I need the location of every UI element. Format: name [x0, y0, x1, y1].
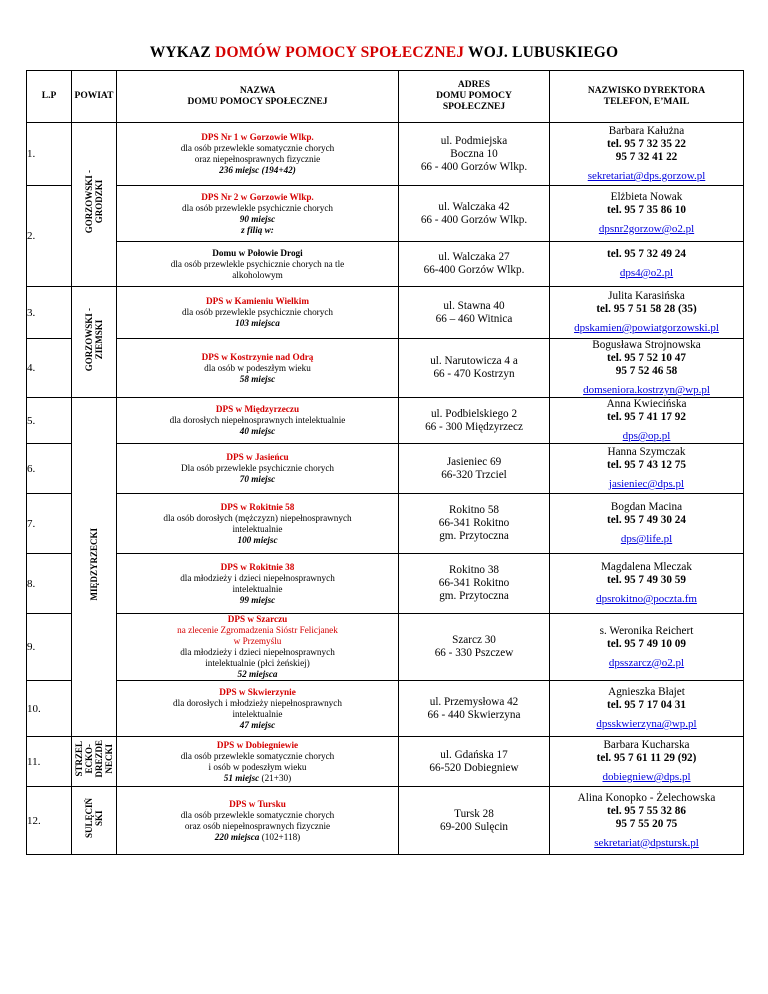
dps-address: Rokitno 58 66-341 Rokitno gm. Przytoczna — [399, 494, 550, 554]
table-row — [27, 494, 744, 554]
director-email-link[interactable]: sekretariat@dps.gorzow.pl — [587, 170, 706, 182]
dps-director-cell — [550, 444, 744, 494]
dps-name: DPS w Skwierzynie — [219, 686, 296, 697]
dps-description: dla osób przewlekle psychicznie chorych — [181, 307, 334, 317]
dps-description: dla dorosłych niepełnosprawnych intelektualnie — [169, 415, 346, 425]
row-number: 10. — [27, 681, 72, 737]
dps-address: ul. Narutowicza 4 a 66 - 470 Kostrzyn — [399, 339, 550, 398]
dps-name-cell — [117, 737, 399, 787]
dps-description: dla osób przewlekle somatycznie chorych i osób w podeszłym wieku — [180, 750, 335, 772]
director-name: Elżbieta Nowak — [610, 191, 683, 203]
director-phone: tel. 95 7 51 58 28 (35) — [596, 303, 697, 315]
powiat-label: MIĘDZYRZECKI — [89, 528, 99, 601]
row-number: 6. — [27, 444, 72, 494]
dps-address: ul. Walczaka 27 66-400 Gorzów Wlkp. — [399, 242, 550, 287]
dps-description: dla osób w podeszłym wieku — [204, 362, 311, 373]
header-dyrektor: NAZWISKO DYREKTORA TELEFON, E’MAIL — [550, 71, 744, 123]
director-email-link[interactable]: domseniora.kostrzyn@wp.pl — [583, 384, 710, 396]
dps-capacity: 220 miejsca (102+118) — [214, 831, 301, 842]
dps-name-cell — [117, 339, 399, 398]
table-row — [27, 398, 744, 444]
dps-description: dla osób przewlekle somatycznie chorych oraz niepełnosprawnych fizycznie — [180, 143, 335, 164]
table-row — [27, 242, 744, 287]
director-email-link[interactable]: dps4@o2.pl — [619, 267, 674, 279]
row-number: 2. — [27, 186, 72, 287]
header-powiat: POWIAT — [72, 71, 117, 123]
powiat-cell — [72, 398, 117, 737]
powiat-label: SULĘCIŃ SKI — [84, 797, 104, 838]
powiat-label: GORZOWSKI - GRODZKI — [84, 170, 104, 234]
dps-operator: na zlecenie Zgromadzenia Sióstr Felicjanek w Przemyślu — [177, 625, 338, 646]
row-number: 5. — [27, 398, 72, 444]
director-name: Magdalena Mleczak — [600, 561, 692, 573]
dps-address: Jasieniec 69 66-320 Trzciel — [399, 444, 550, 494]
powiat-cell — [72, 287, 117, 398]
dps-capacity: 99 miejsc — [239, 594, 276, 605]
dps-address: Szarcz 30 66 - 330 Pszczew — [399, 614, 550, 681]
dps-name-cell — [117, 242, 399, 287]
director-phone: tel. 95 7 17 04 31 — [607, 699, 686, 711]
director-name: Barbara Kucharska — [603, 739, 690, 751]
header-adres: ADRES DOMU POMOCY SPOŁECZNEJ — [399, 71, 550, 123]
dps-description: dla osób dorosłych (mężczyzn) niepełnosprawnych intelektualnie — [163, 512, 352, 534]
director-phone: tel. 95 7 32 49 24 — [607, 248, 686, 260]
row-number: 3. — [27, 287, 72, 339]
dps-name: DPS w Tursku — [229, 798, 286, 809]
dps-director-cell — [550, 398, 744, 444]
dps-capacity: 70 miejsc — [239, 474, 276, 484]
dps-director-cell — [550, 186, 744, 242]
dps-name: DPS w Jasieńcu — [226, 452, 289, 462]
dps-capacity: 100 miejsc — [237, 534, 278, 545]
dps-director-cell — [550, 123, 744, 186]
dps-capacity: 52 miejsca — [237, 669, 278, 679]
dps-director-cell — [550, 287, 744, 339]
header-lp: L.P — [27, 71, 72, 123]
dps-table — [26, 70, 744, 855]
director-phone: tel. 95 7 49 10 09 — [607, 637, 686, 650]
dps-name-cell — [117, 787, 399, 855]
dps-description: Dla osób przewlekle psychicznie chorych — [180, 463, 335, 473]
table-row — [27, 287, 744, 339]
dps-address: ul. Walczaka 42 66 - 400 Gorzów Wlkp. — [399, 186, 550, 242]
row-number: 9. — [27, 614, 72, 681]
dps-name-cell — [117, 123, 399, 186]
dps-address: ul. Stawna 40 66 – 460 Witnica — [399, 287, 550, 339]
dps-name-cell — [117, 444, 399, 494]
dps-address: Tursk 28 69-200 Sulęcin — [399, 787, 550, 855]
dps-address: ul. Podbielskiego 2 66 - 300 Międzyrzecz — [399, 398, 550, 444]
dps-name: DPS w Rokitnie 58 — [220, 501, 295, 512]
powiat-label: STRZEL ECKO- DREZDE NECKI — [74, 740, 114, 778]
dps-director-cell — [550, 339, 744, 398]
director-email-link[interactable]: dpsnr2gorzow@o2.pl — [598, 223, 695, 235]
dps-capacity: 236 miejsc (194+42) — [219, 165, 296, 175]
table-row — [27, 614, 744, 681]
dps-director-cell — [550, 737, 744, 787]
director-email-link[interactable]: dpsszarcz@o2.pl — [608, 656, 685, 669]
dps-name: DPS w Kostrzynie nad Odrą — [201, 351, 314, 362]
director-phone: tel. 95 7 49 30 24 — [607, 514, 686, 526]
director-name: Julita Karasińska — [608, 290, 685, 302]
powiat-label: GORZOWSKI - ZIEMSKI — [84, 307, 104, 372]
row-number: 7. — [27, 494, 72, 554]
director-phone: tel. 95 7 49 30 59 — [607, 574, 686, 586]
director-phone: tel. 95 7 32 35 22 95 7 32 41 22 — [607, 138, 686, 163]
dps-address: ul. Przemysłowa 42 66 - 440 Skwierzyna — [399, 681, 550, 737]
director-email-link[interactable]: dpsskwierzyna@wp.pl — [596, 718, 697, 730]
table-header-row — [27, 71, 744, 123]
dps-description: dla dorosłych i młodzieży niepełnosprawnych intelektualnie — [173, 697, 342, 719]
dps-name-cell — [117, 494, 399, 554]
director-email-link[interactable]: jasieniec@dps.pl — [608, 478, 685, 490]
director-phone: tel. 95 7 61 11 29 (92) — [596, 752, 697, 764]
dps-name-cell — [117, 614, 399, 681]
dps-name-cell — [117, 186, 399, 242]
dps-director-cell — [550, 242, 744, 287]
table-row — [27, 444, 744, 494]
director-phone: tel. 95 7 35 86 10 — [607, 204, 686, 216]
director-phone: tel. 95 7 41 17 92 — [607, 411, 686, 423]
row-number: 4. — [27, 339, 72, 398]
director-phone: tel. 95 7 43 12 75 — [607, 459, 686, 471]
director-email-link[interactable]: sekretariat@dpstursk.pl — [594, 836, 699, 849]
dps-capacity: 90 miejsc z filią w: — [239, 213, 276, 235]
dps-name: DPS Nr 1 w Gorzowie Wlkp. — [201, 132, 314, 142]
powiat-cell — [72, 787, 117, 855]
dps-director-cell — [550, 787, 744, 855]
director-email-link[interactable]: dps@op.pl — [622, 430, 671, 442]
director-email-link[interactable]: dps@life.pl — [620, 533, 673, 545]
table-row — [27, 737, 744, 787]
director-name: Anna Kwiecińska — [606, 398, 687, 410]
dps-name: DPS w Dobiegniewie — [216, 739, 299, 750]
dps-name: DPS w Rokitnie 38 — [220, 561, 295, 572]
row-number: 12. — [27, 787, 72, 855]
row-number: 1. — [27, 123, 72, 186]
director-phone: tel. 95 7 52 10 47 95 7 52 46 58 — [607, 352, 686, 377]
director-email-link[interactable]: dpskamien@powiatgorzowski.pl — [574, 322, 719, 334]
table-row — [27, 681, 744, 737]
dps-name-cell — [117, 398, 399, 444]
dps-capacity-detail: (21+30) — [259, 772, 292, 783]
dps-capacity: 58 miejsc — [239, 373, 276, 384]
director-name: Hanna Szymczak — [607, 446, 686, 458]
dps-capacity: 51 miejsc (21+30) — [223, 772, 292, 783]
dps-capacity: 103 miejsca — [235, 318, 280, 328]
page-title: WYKAZ DOMÓW POMOCY SPOŁECZNEJ WOJ. LUBUSKIEGO — [149, 44, 619, 61]
powiat-cell — [72, 737, 117, 787]
director-name: Bogdan Macina — [610, 501, 683, 513]
director-phone: tel. 95 7 55 32 86 95 7 55 20 75 — [607, 804, 686, 830]
row-number: 11. — [27, 737, 72, 787]
dps-description: dla młodzieży i dzieci niepełnosprawnych intelektualnie (płci żeńskiej) — [180, 647, 335, 668]
dps-capacity-detail: (102+118) — [259, 831, 301, 842]
director-name: Barbara Kałużna — [608, 125, 685, 137]
dps-name-cell — [117, 287, 399, 339]
dps-description: dla młodzieży i dzieci niepełnosprawnych intelektualnie — [180, 572, 335, 594]
powiat-cell — [72, 123, 117, 287]
dps-name: DPS w Szarczu — [227, 614, 288, 624]
dps-name: DPS w Kamieniu Wielkim — [205, 296, 310, 306]
dps-name: Domu w Połowie Drogi — [212, 247, 303, 258]
director-email-link[interactable]: dpsrokitno@poczta.fm — [596, 593, 697, 605]
row-number: 8. — [27, 554, 72, 614]
header-nazwa: NAZWA DOMU POMOCY SPOŁECZNEJ — [117, 71, 399, 123]
dps-address: ul. Gdańska 17 66-520 Dobiegniew — [399, 737, 550, 787]
dps-name-cell — [117, 554, 399, 614]
table-row — [27, 123, 744, 186]
dps-description: dla osób przewlekle psychicznie chorych na tle alkoholowym — [170, 258, 345, 280]
dps-director-cell — [550, 494, 744, 554]
table-row — [27, 787, 744, 855]
dps-name: DPS w Międzyrzeczu — [215, 404, 300, 414]
table-row — [27, 554, 744, 614]
dps-director-cell — [550, 554, 744, 614]
dps-name-cell — [117, 681, 399, 737]
dps-capacity: 40 miejsc — [239, 426, 276, 436]
director-name: Alina Konopko - Żelechowska — [577, 791, 716, 804]
dps-address: ul. Podmiejska Boczna 10 66 - 400 Gorzów Wlkp. — [399, 123, 550, 186]
director-email-link[interactable]: dobiegniew@dps.pl — [602, 771, 691, 783]
dps-description: dla osób przewlekle somatycznie chorych oraz osób niepełnosprawnych fizycznie — [180, 809, 335, 831]
dps-address: Rokitno 38 66-341 Rokitno gm. Przytoczna — [399, 554, 550, 614]
dps-director-cell — [550, 681, 744, 737]
director-name: Bogusława Strojnowska — [592, 339, 701, 351]
dps-description: dla osób przewlekle psychicznie chorych — [181, 202, 334, 213]
dps-capacity: 47 miejsc — [239, 719, 276, 730]
table-row — [27, 186, 744, 242]
director-name: s. Weronika Reichert — [599, 624, 694, 637]
director-name: Agnieszka Błajet — [608, 686, 685, 698]
dps-name: DPS Nr 2 w Gorzowie Wlkp. — [201, 191, 314, 202]
dps-director-cell — [550, 614, 744, 681]
table-row — [27, 339, 744, 398]
